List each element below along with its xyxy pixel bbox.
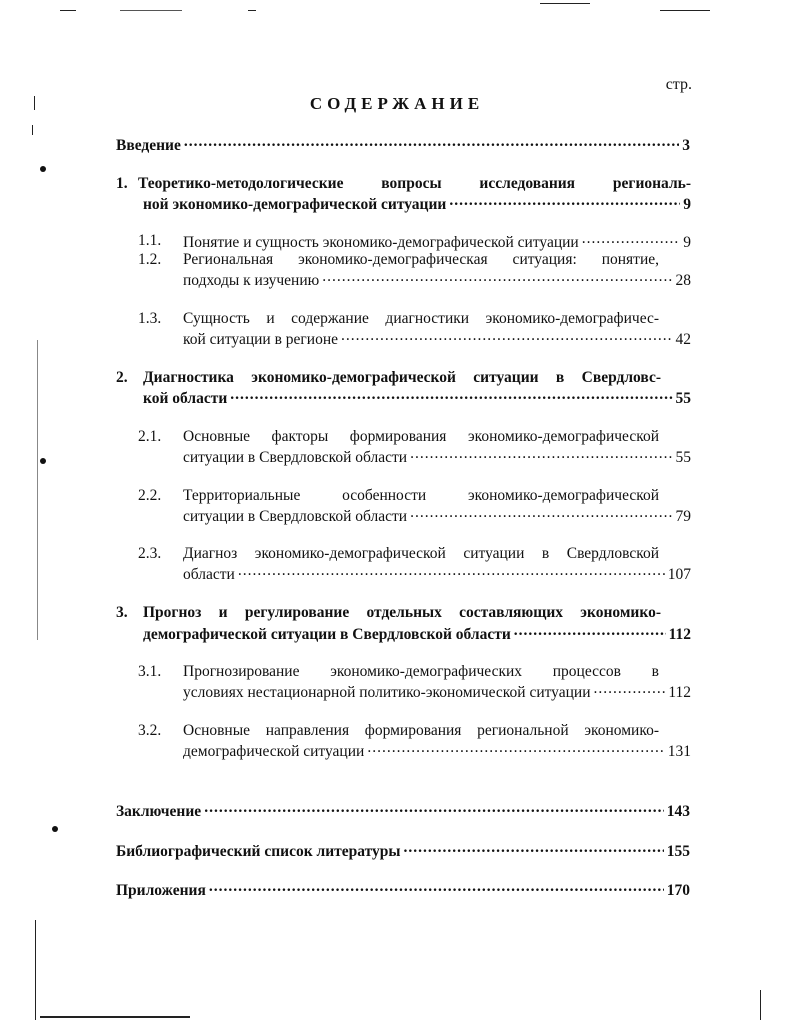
dot-leader (410, 446, 672, 462)
chapter-number: 3. (116, 604, 128, 621)
toc-entry-chapter-3[interactable] (143, 623, 691, 645)
toc-entry-appendix[interactable] (116, 879, 690, 901)
dot-leader (204, 800, 664, 816)
scan-artifact-left (32, 125, 33, 135)
dot-leader (341, 328, 673, 344)
toc-entry-section-1-3[interactable] (183, 328, 691, 350)
scan-artifact-top (660, 10, 710, 11)
section-title-line: подходы к изучению (183, 272, 320, 289)
toc-entry-page: 55 (675, 449, 691, 466)
toc-entry-intro[interactable] (116, 134, 690, 156)
toc-entry-page: 107 (667, 566, 691, 583)
dot-leader (238, 563, 665, 579)
dot-leader (410, 505, 672, 521)
toc-entry-page: 28 (675, 272, 691, 289)
section-title-line: условиях нестационарной политико-экономической ситуации (183, 684, 591, 701)
toc-entry-page: 9 (683, 196, 691, 213)
dot-leader (209, 879, 664, 895)
chapter-title-line: ной экономико-демографической ситуации (143, 196, 447, 213)
dot-leader (404, 840, 664, 856)
toc-entry-section-2-2[interactable] (183, 505, 691, 527)
section-number: 1.1. (138, 232, 162, 249)
dot-leader (367, 740, 664, 756)
toc-entry-page: 9 (683, 234, 691, 251)
toc-entry-page: 143 (666, 803, 690, 820)
toc-entry-page: 112 (668, 684, 691, 701)
scan-artifact-right (760, 990, 761, 1020)
toc-entry-page: 79 (675, 508, 691, 525)
scan-dot (40, 166, 46, 172)
scan-artifact-left (37, 340, 38, 640)
section-number: 1.3. (138, 310, 162, 327)
scan-artifact-top (120, 10, 182, 11)
scan-artifact-bottom (40, 1016, 190, 1018)
dot-leader (449, 193, 680, 209)
dot-leader (230, 387, 672, 403)
scan-artifact-left (35, 920, 36, 1020)
page-title: СОДЕРЖАНИЕ (309, 94, 485, 113)
section-title-line: Основные факторы формирования экономико-демографической (183, 428, 659, 445)
scan-dot (52, 826, 58, 832)
dot-leader (594, 681, 666, 697)
toc-entry-page: 112 (668, 626, 691, 643)
toc-entry-label: Библиографический список литературы (116, 843, 401, 860)
dot-leader (322, 269, 672, 285)
section-title-line: области (183, 566, 235, 583)
chapter-number: 2. (116, 369, 128, 386)
page-column-label: стр. (665, 76, 692, 93)
toc-entry-page: 131 (667, 743, 691, 760)
toc-entry-page: 42 (675, 331, 691, 348)
toc-entry-section-1-2[interactable] (183, 269, 691, 291)
toc-entry-label: Приложения (116, 882, 206, 899)
dot-leader (514, 623, 666, 639)
section-title: Понятие и сущность экономико-демографической ситуации (183, 234, 579, 251)
section-title-line: Региональная экономико-демографическая ситуация: понятие, (183, 251, 659, 268)
chapter-title-line: Диагностика экономико-демографической ситуации в Свердловс- (143, 369, 661, 386)
toc-entry-section-3-1[interactable] (183, 681, 691, 703)
section-title-line: ситуации в Свердловской области (183, 508, 408, 525)
section-title-line: Прогнозирование экономико-демографических процессов в (183, 663, 659, 680)
section-number: 2.2. (138, 487, 162, 504)
toc-entry-section-2-1[interactable] (183, 446, 691, 468)
toc-entry-label: Введение (116, 137, 181, 154)
section-number: 3.1. (138, 663, 162, 680)
toc-entry-section-3-2[interactable] (183, 740, 691, 762)
scan-dot (40, 458, 46, 464)
toc-entry-chapter-2[interactable] (143, 387, 691, 409)
section-title-line: Диагноз экономико-демографической ситуации в Свердловской (183, 545, 659, 562)
toc-entry-bibliography[interactable] (116, 840, 690, 862)
dot-leader (184, 134, 679, 150)
scan-artifact-top (60, 10, 76, 11)
toc-entry-page: 3 (682, 137, 690, 154)
section-number: 2.1. (138, 428, 162, 445)
chapter-title-line: Теоретико-методологические вопросы исследования региональ- (138, 175, 691, 192)
chapter-title-line: Прогноз и регулирование отдельных составляющих экономико- (143, 604, 661, 621)
section-title-line: кой ситуации в регионе (183, 331, 338, 348)
toc-entry-conclusion[interactable] (116, 800, 690, 822)
section-number: 1.2. (138, 251, 162, 268)
chapter-number: 1. (116, 175, 128, 192)
chapter-title-line: кой области (143, 390, 228, 407)
chapter-title-line: демографической ситуации в Свердловской области (143, 626, 511, 643)
section-title-line: Сущность и содержание диагностики экономико-демографичес- (183, 310, 659, 327)
toc-entry-page: 55 (675, 390, 691, 407)
section-number: 2.3. (138, 545, 162, 562)
scan-artifact-top (540, 3, 590, 4)
toc-entry-section-2-3[interactable] (183, 563, 691, 585)
toc-entry-chapter-1[interactable] (143, 193, 691, 215)
toc-entry-page: 170 (666, 882, 690, 899)
section-title-line: демографической ситуации (183, 743, 365, 760)
section-title-line: Основные направления формирования региональной экономико- (183, 722, 659, 739)
toc-entry-label: Заключение (116, 803, 202, 820)
section-title-line: Территориальные особенности экономико-демографической (183, 487, 659, 504)
section-title-line: ситуации в Свердловской области (183, 449, 408, 466)
scan-artifact-top (248, 10, 256, 11)
section-number: 3.2. (138, 722, 162, 739)
dot-leader (582, 231, 681, 247)
toc-entry-page: 155 (666, 843, 690, 860)
